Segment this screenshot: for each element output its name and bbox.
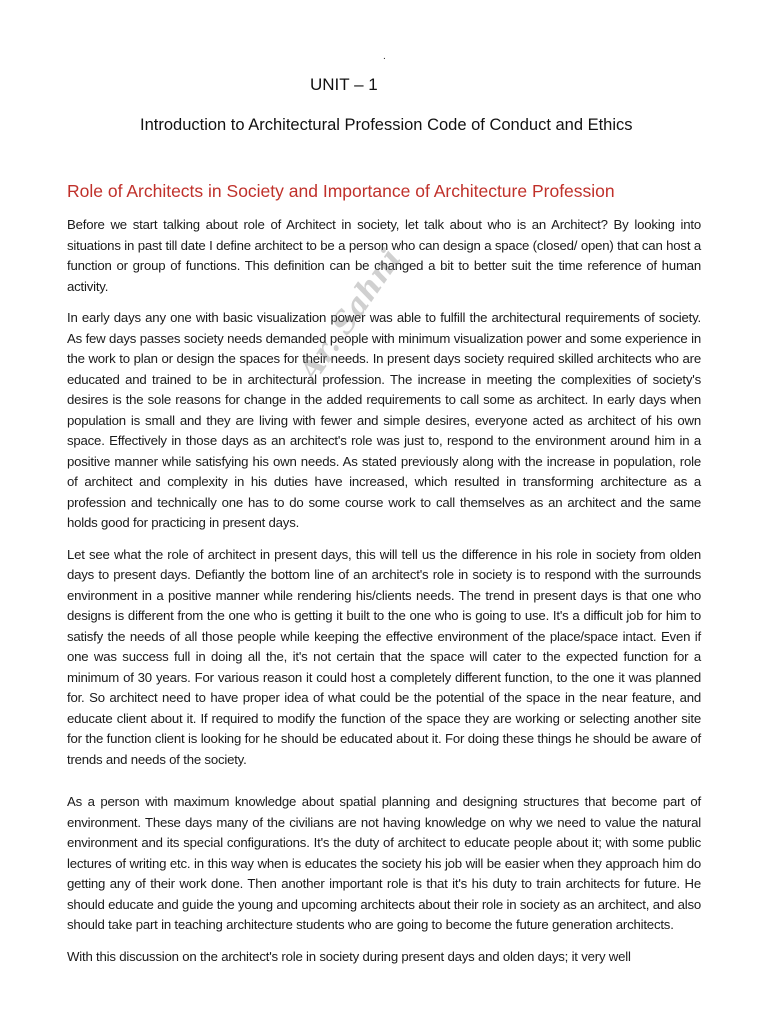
document-title: Introduction to Architectural Profession Code of Conduct and Ethics: [140, 116, 633, 134]
paragraph-3: Let see what the role of architect in present days, this will tell us the difference in his role in society from olden days to present days. Defiantly the bottom line of an architect's role in society is to respond with the surrounds environment in a positive manner while rendering his/clients needs. The trend in present days is that one who designs is different from the one who is getting it built to the one who is going to use. It's a difficult job for him to satisfy the needs of all those people while keeping the effective environment of the place/space intact. Even if one was success full in doing all the, it's not certain that the space will cater to the expected function for a minimum of 30 years. For various reason it could host a completely different function, to the one it was planned for. So architect need to have proper idea of what could be the potential of the space in the near feature, and educate client about it. If required to modify the function of the space they are working or selecting another site for the function client is looking for he should be educated about it. For doing these things he should be aware of trends and needs of the society.: [67, 546, 701, 767]
unit-heading: UNIT – 1: [310, 75, 378, 94]
paragraph-2: In early days any one with basic visualization power was able to fulfill the architectural requirements of society. As few days passes society needs demanded people with minimum visualization power and some experience in the work to plan or design the spaces for their needs. In present days society required skilled architects who are educated and trained to be in architectural profession. The increase in meeting the complexities of society's desires is the sole reasons for change in the added requirements to call some as architect. In early days when population is small and they are living with fewer and simple desires, everyone acted as architect of his own space. Effectively in those days as an architect's role was just to, respond to the environment around him in a positive manner while satisfying his own needs. As stated previously along with the increase in population, role of architect and complexity in his duties have increased, which resulted in transforming architecture as a profession and technically one has to do some course work to call themselves as an architect and the same holds good for practicing in present days.: [67, 310, 701, 530]
section-title: Role of Architects in Society and Importance of Architecture Profession: [67, 181, 615, 201]
watermark: Ar. Sahni: [292, 242, 409, 389]
top-dot: .: [383, 51, 386, 62]
paragraph-5: With this discussion on the architect's role in society during present days and olden days; it very well: [67, 948, 631, 964]
document-body: [67, 215, 701, 978]
paragraph-4: As a person with maximum knowledge about spatial planning and designing structures that become part of environment. These days many of the civilians are not having knowledge on why we need to value the natural environment and its special configurations. It's the duty of architect to educate people about it; with some public lectures of writing etc. in this way when is educates the society his job will be easier when they approach him do getting any of their work done. Then another important role is that it's his duty to train architects for future. He should educate and guide the young and upcoming architects about their role in society as an architect, and also should take part in teaching architecture students who are going to become the future generation architects.: [67, 794, 701, 932]
paragraph-1: Before we start talking about role of Architect in society, let talk about who is an Architect? By looking into situations in past till date I define architect to be a person who can design a space (closed/ open) that can host a function or group of functions. This definition can be changed a bit to better suit the time reference of human activity.: [67, 217, 701, 294]
